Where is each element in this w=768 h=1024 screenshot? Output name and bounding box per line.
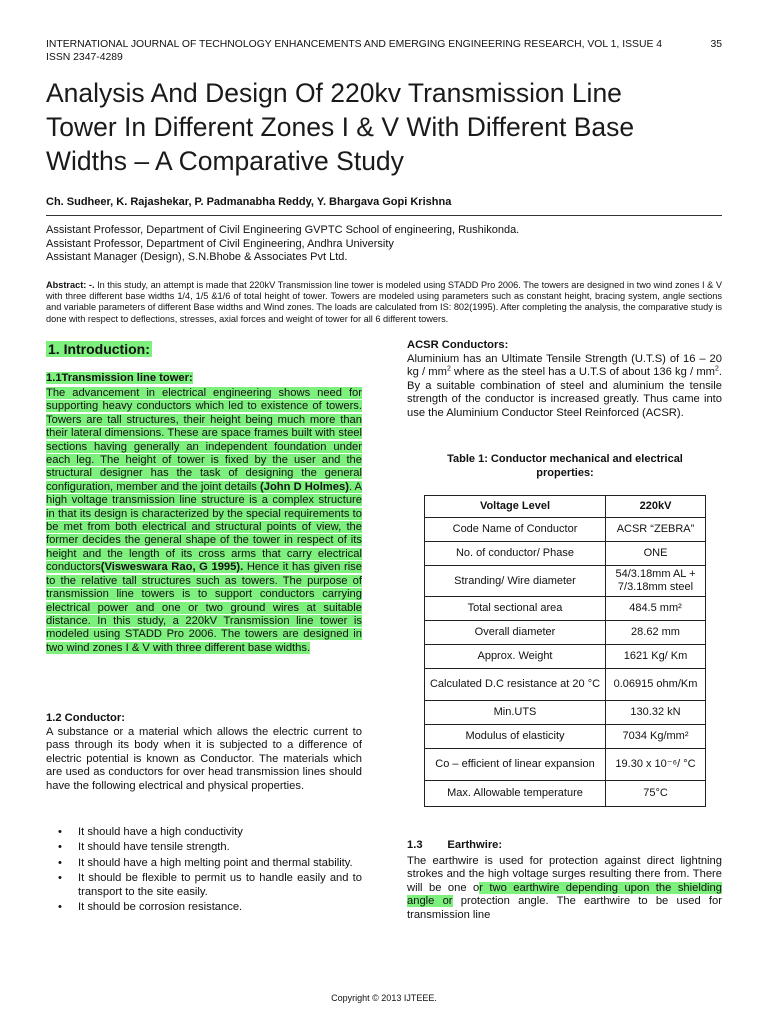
affiliations <box>46 224 519 265</box>
table-header-cell: 220kV <box>606 496 706 518</box>
text-run: The advancement in electrical engineering shows need for supporting heavy conductors which led to existence of towers. Towers are tall structures, their height being much more than their lateral dimensions. These are space frames built with steel sections having generally an independent foundation under each leg. The height of tower is fixed by the user and the structural designer has the task of designing the general configuration, member and the joint details <box>46 387 362 493</box>
table-row <box>425 621 706 645</box>
authors: Ch. Sudheer, K. Rajashekar, P. Padmanabha Reddy, Y. Bhargava Gopi Krishna <box>46 196 452 208</box>
table-row <box>425 749 706 781</box>
affiliation: Assistant Manager (Design), S.N.Bhobe & Associates Pvt Ltd. <box>46 251 348 263</box>
page-number: 35 <box>710 39 722 50</box>
list-item: • It should have a high melting point and thermal stability. <box>58 857 362 870</box>
title-line: Tower In Different Zones I & V With Different Base <box>46 112 635 142</box>
table-header-cell: Voltage Level <box>425 496 606 518</box>
table-row <box>425 518 706 542</box>
table-cell: Code Name of Conductor <box>425 518 606 542</box>
text-run: . By a suitable combination of steel and aluminium the tensile strength of the conductor is increased greatly. Thus came into use the Aluminium Conductor Steel Reinforced (ACSR). <box>407 366 722 419</box>
table-cell: Overall diameter <box>425 621 606 645</box>
table-cell: Stranding/ Wire diameter <box>425 566 606 597</box>
subsection-heading-1-3: 1.3 Earthwire: <box>407 839 503 851</box>
table-cell: ACSR “ZEBRA” <box>606 518 706 542</box>
list-item: • It should be corrosion resistance. <box>58 901 362 914</box>
table-cell: 54/3.18mm AL + 7/3.18mm steel <box>606 566 706 597</box>
table-cell: 28.62 mm <box>606 621 706 645</box>
table-cell: Approx. Weight <box>425 645 606 669</box>
table-cell: Modulus of elasticity <box>425 725 606 749</box>
acsr-heading: ACSR Conductors: <box>407 339 509 351</box>
abstract-label: Abstract: -. <box>46 280 95 290</box>
paper-title <box>46 76 746 178</box>
journal-header <box>46 38 722 64</box>
table-caption: Table 1: Conductor mechanical and electrical properties: <box>447 453 683 479</box>
table-header-row <box>425 496 706 518</box>
table-cell: 19.30 x 10⁻⁶/ °C <box>606 749 706 781</box>
divider <box>46 215 722 216</box>
table-row <box>425 781 706 807</box>
table-cell: Calculated D.C resistance at 20 °C <box>425 669 606 701</box>
highlighted-text: r two earthwire depending upon the shielding angle or <box>407 881 722 908</box>
paragraph-earthwire <box>407 855 722 922</box>
citation: (Visweswara Rao, G 1995). <box>100 561 244 574</box>
table-cell: 75°C <box>606 781 706 807</box>
table-cell: Co – efficient of linear expansion <box>425 749 606 781</box>
table-cell: 130.32 kN <box>606 701 706 725</box>
title-line: Analysis And Design Of 220kv Transmission Line <box>46 78 622 108</box>
copyright-footer: Copyright © 2013 IJTEEE. <box>331 993 437 1003</box>
table-cell: Max. Allowable temperature <box>425 781 606 807</box>
affiliation: Assistant Professor, Department of Civil Engineering, Andhra University <box>46 237 394 250</box>
subsection-heading-1-2: 1.2 Conductor: <box>46 712 125 724</box>
list-item: • It should be flexible to permit us to handle easily and to transport to the site easily. <box>58 872 362 899</box>
list-item: • It should have a high conductivity <box>58 826 362 839</box>
table-row <box>425 725 706 749</box>
conductor-properties-table <box>424 495 706 807</box>
paragraph-transmission-tower <box>46 387 362 655</box>
text-run: . A high voltage transmission line structure is a complex structure in that its design is characterized by the special requirements to be met from both electrical and structural points of view, the former decides the general shape of the tower in respect of its height and the length of its cross arms that carry electrical conductors <box>46 480 363 574</box>
journal-name: INTERNATIONAL JOURNAL OF TECHNOLOGY ENHANCEMENTS AND EMERGING ENGINEERING RESEARCH, VOL 1, ISSUE 4 <box>46 39 663 50</box>
paragraph-conductor: A substance or a material which allows the electric current to pass through its body when it is subjected to a difference of electric potential is known as Conductor. The materials which are used as conductors for over head transmission lines should have the following electrical and physical properties. <box>46 726 362 792</box>
table-row <box>425 669 706 701</box>
text-run: Aluminium has an Ultimate Tensile Strength (U.T.S) of 16 – 20 kg / mm <box>407 353 722 379</box>
citation: (John D Holmes) <box>260 480 349 493</box>
subsection-heading-1-1: 1.1Transmission line tower: <box>46 372 193 384</box>
title-line: Widths – A Comparative Study <box>46 146 404 176</box>
table-row <box>425 566 706 597</box>
table-row <box>425 645 706 669</box>
section-heading-introduction: 1. Introduction: <box>48 341 150 357</box>
table-cell: No. of conductor/ Phase <box>425 542 606 566</box>
text-run: Hence it has given rise to the relative tall structures such as towers. The purpose of transmission line towers is to support conductors carrying electrical power and one or two ground wires at suitable distance. In this study, a 220kV Transmission line tower is modeled using STADD Pro 2006. The towers are designed in two wind zones I & V with three different base widths. <box>46 561 362 654</box>
table-cell: 0.06915 ohm/Km <box>606 669 706 701</box>
text-run: protection angle. The earthwire to be used for transmission line <box>407 895 722 921</box>
list-item: • It should have tensile strength. <box>58 841 362 854</box>
table-cell: Total sectional area <box>425 597 606 621</box>
abstract-text: In this study, an attempt is made that 220kV Transmission line tower is modeled using STADD Pro 2006. The towers are designed in two wind zones I & V with three different base widths 1/4, 1/5 &1/6 of total height of tower. Towers are modeled using parameters such as constant height, bracing system, angle sections and variable parameters of different Base widths and Wind zones. The loads are calculated from IS: 802(1995). After completing the analysis, the comparative study is done with respect to deflections, stresses, axial forces and weight of tower for all 6 different towers. <box>46 280 722 324</box>
issn: ISSN 2347-4289 <box>46 52 123 63</box>
affiliation: Assistant Professor, Department of Civil Engineering GVPTC School of engineering, Rushikonda. <box>46 224 520 236</box>
superscript: 2 <box>714 365 719 373</box>
superscript: 2 <box>446 365 451 373</box>
abstract <box>46 280 722 325</box>
table-cell: 1621 Kg/ Km <box>606 645 706 669</box>
table-row <box>425 701 706 725</box>
table-cell: 7034 Kg/mm² <box>606 725 706 749</box>
table-row <box>425 542 706 566</box>
text-run: The earthwire is used for protection against direct lightning strokes and the high voltage surges resulting there from. There will be one o <box>407 855 722 894</box>
table-cell: Min.UTS <box>425 701 606 725</box>
table-cell: ONE <box>606 542 706 566</box>
table-cell: 484.5 mm² <box>606 597 706 621</box>
text-run: where as the steel has a U.T.S of about 136 kg / mm <box>450 366 715 379</box>
table-row <box>425 597 706 621</box>
properties-list <box>58 826 362 916</box>
paragraph-acsr <box>407 353 722 420</box>
